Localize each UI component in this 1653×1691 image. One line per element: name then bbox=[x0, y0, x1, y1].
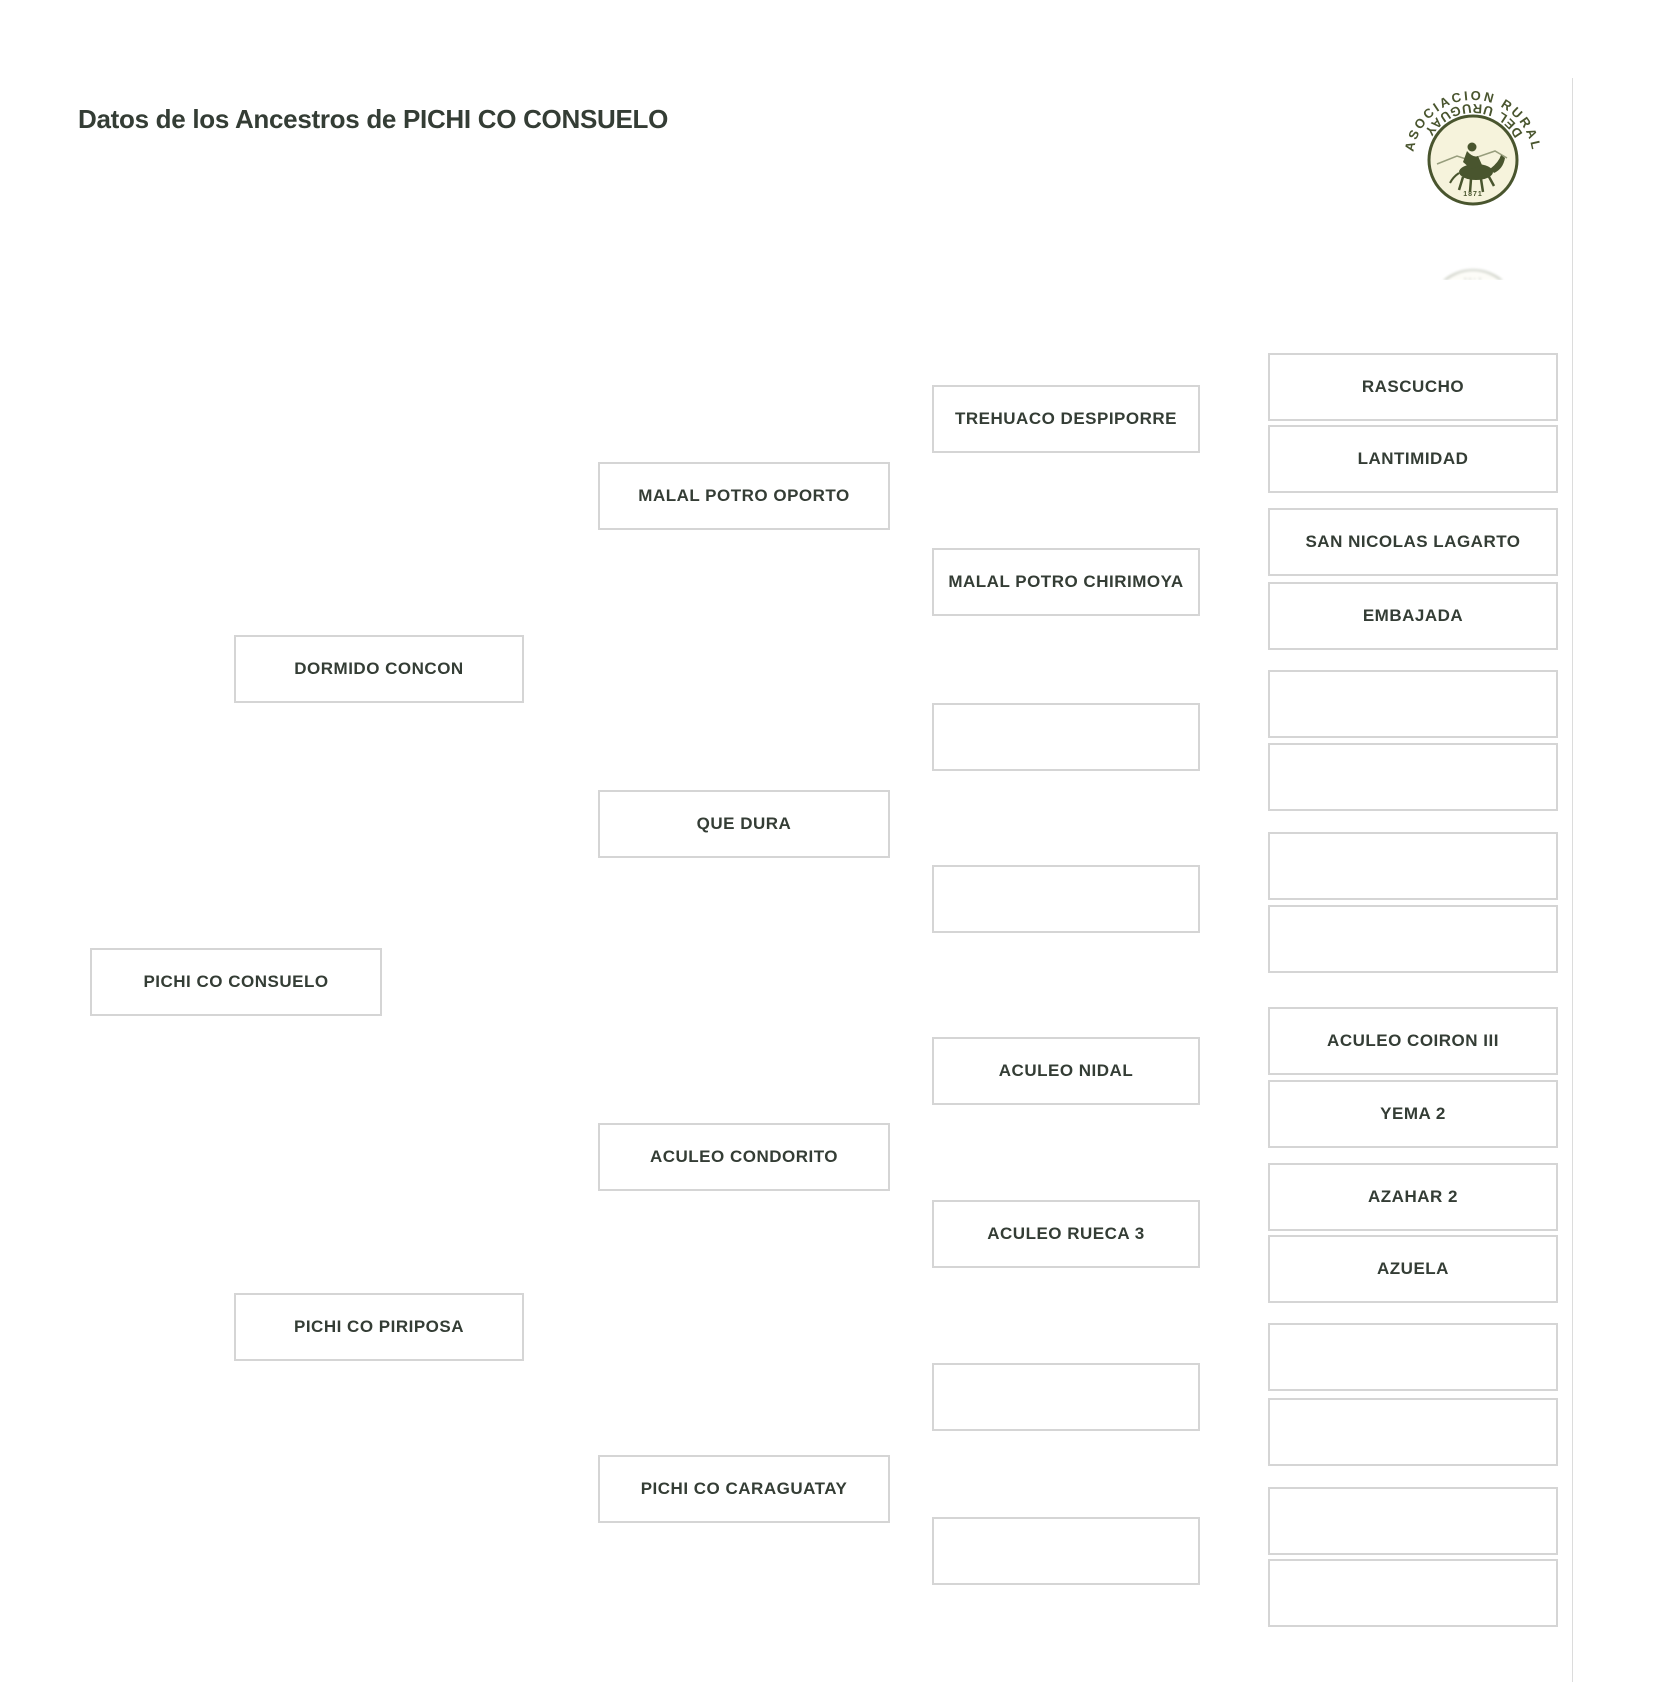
pedigree-box-empty bbox=[1268, 832, 1558, 900]
pedigree-box-label: PICHI CO CONSUELO bbox=[143, 972, 329, 991]
pedigree-box-empty bbox=[1268, 1487, 1558, 1555]
pedigree-box-label: YEMA 2 bbox=[1380, 1104, 1446, 1123]
pedigree-box-label: ACULEO RUECA 3 bbox=[987, 1224, 1145, 1243]
pedigree-box-dormido-concon[interactable] bbox=[234, 635, 524, 703]
pedigree-box-azahar-2[interactable] bbox=[1268, 1163, 1558, 1231]
seal-ring-text-top: ASOCIACION RURAL bbox=[1401, 87, 1545, 153]
pedigree-box-label: ACULEO NIDAL bbox=[998, 1061, 1134, 1080]
pedigree-box-label: QUE DURA bbox=[696, 814, 792, 833]
pedigree-box-aculeo-coiron-iii[interactable] bbox=[1268, 1007, 1558, 1075]
pedigree-box-empty bbox=[932, 1517, 1200, 1585]
seal-ring-text-bottom: DEL URUGUAY bbox=[1420, 100, 1526, 141]
pedigree-box-embajada[interactable] bbox=[1268, 582, 1558, 650]
pedigree-box-aculeo-condorito[interactable] bbox=[598, 1123, 890, 1191]
pedigree-box-label: MALAL POTRO OPORTO bbox=[638, 486, 850, 505]
content-right-border bbox=[1572, 78, 1573, 1682]
pedigree-box-label: EMBAJADA bbox=[1362, 606, 1464, 625]
pedigree-box-empty bbox=[1268, 1559, 1558, 1627]
pedigree-box-empty bbox=[1268, 1398, 1558, 1466]
pedigree-box-malal-potro-oporto[interactable] bbox=[598, 462, 890, 530]
pedigree-box-label: ACULEO COIRON III bbox=[1327, 1031, 1499, 1050]
pedigree-box-label: LANTIMIDAD bbox=[1357, 449, 1469, 468]
pedigree-box-label: RASCUCHO bbox=[1361, 377, 1465, 396]
pedigree-box-label: PICHI CO CARAGUATAY bbox=[640, 1479, 848, 1498]
pedigree-box-empty bbox=[1268, 1323, 1558, 1391]
aru-seal-logo bbox=[1397, 84, 1549, 284]
pedigree-box-empty bbox=[932, 1363, 1200, 1431]
pedigree-box-yema-2[interactable] bbox=[1268, 1080, 1558, 1148]
aru-seal-reflection bbox=[1397, 238, 1549, 280]
aru-seal-image bbox=[1397, 84, 1549, 236]
seal-rider-head bbox=[1468, 143, 1477, 152]
pedigree-box-lantimidad[interactable] bbox=[1268, 425, 1558, 493]
pedigree-box-rascucho[interactable] bbox=[1268, 353, 1558, 421]
pedigree-box-label: MALAL POTRO CHIRIMOYA bbox=[948, 572, 1184, 591]
seal-year: 1871 bbox=[1463, 191, 1483, 198]
pedigree-box-label: ACULEO CONDORITO bbox=[649, 1147, 839, 1166]
pedigree-box-empty bbox=[1268, 670, 1558, 738]
pedigree-box-aculeo-nidal[interactable] bbox=[932, 1037, 1200, 1105]
pedigree-box-trehuaco-despiporre[interactable] bbox=[932, 385, 1200, 453]
pedigree-box-label: TREHUACO DESPIPORRE bbox=[954, 409, 1178, 428]
page-title: Datos de los Ancestros de PICHI CO CONSUELO bbox=[78, 104, 669, 134]
pedigree-box-pichi-co-piriposa[interactable] bbox=[234, 1293, 524, 1361]
pedigree-box-que-dura[interactable] bbox=[598, 790, 890, 858]
pedigree-box-label: AZUELA bbox=[1377, 1259, 1449, 1278]
pedigree-box-label: PICHI CO PIRIPOSA bbox=[293, 1317, 465, 1336]
pedigree-box-empty bbox=[1268, 743, 1558, 811]
pedigree-box-label: SAN NICOLAS LAGARTO bbox=[1305, 532, 1521, 551]
pedigree-box-san-nicolas-lagarto[interactable] bbox=[1268, 508, 1558, 576]
pedigree-box-label: AZAHAR 2 bbox=[1368, 1187, 1458, 1206]
pedigree-box-pichi-co-consuelo[interactable] bbox=[90, 948, 382, 1016]
pedigree-box-azuela[interactable] bbox=[1268, 1235, 1558, 1303]
pedigree-box-aculeo-rueca-3[interactable] bbox=[932, 1200, 1200, 1268]
pedigree-box-empty bbox=[932, 865, 1200, 933]
pedigree-box-label: DORMIDO CONCON bbox=[294, 659, 464, 678]
pedigree-box-malal-potro-chirimoya[interactable] bbox=[932, 548, 1200, 616]
pedigree-box-empty bbox=[932, 703, 1200, 771]
pedigree-box-empty bbox=[1268, 905, 1558, 973]
pedigree-box-pichi-co-caraguatay[interactable] bbox=[598, 1455, 890, 1523]
